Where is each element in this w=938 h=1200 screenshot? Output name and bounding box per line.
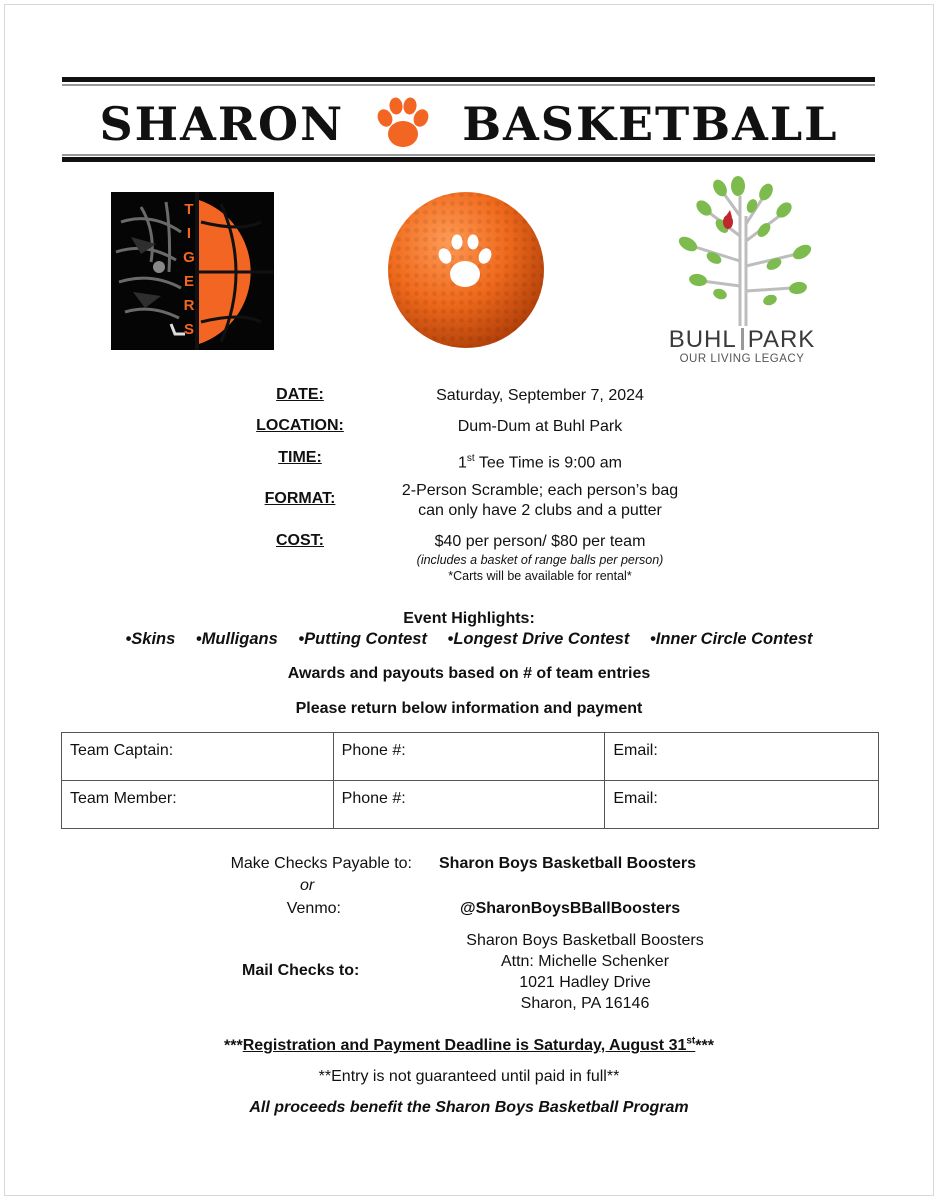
venmo-label: Venmo: (286, 900, 341, 917)
highlight-item: •Skins (125, 630, 176, 648)
highlight-item: •Longest Drive Contest (447, 630, 630, 648)
team-member-cell[interactable]: Team Member: (62, 781, 334, 829)
address-line: Sharon, PA 16146 (520, 995, 650, 1012)
tree-icon (652, 176, 832, 326)
checks-payable-value: Sharon Boys Basketball Boosters (439, 855, 696, 872)
format-value (360, 481, 720, 521)
tigers-vertical-text (181, 198, 197, 342)
mail-checks-label: Mail Checks to: (242, 962, 360, 979)
checks-payable-label: Make Checks Payable to: (230, 855, 412, 872)
team-captain-cell[interactable]: Team Captain: (62, 733, 334, 781)
address-line: Sharon Boys Basketball Boosters (466, 932, 704, 949)
format-label: FORMAT: (264, 490, 336, 507)
or-text: or (300, 877, 315, 894)
deadline-stars: *** (695, 1037, 714, 1055)
cardinal-bird (723, 210, 733, 229)
page-title (0, 92, 938, 152)
cost-label: COST: (276, 532, 324, 549)
title-right: BASKETBALL (462, 97, 839, 151)
buhl-name-left: BUHL (668, 326, 737, 353)
location-value: Dum-Dum at Buhl Park (457, 418, 623, 435)
cost-note: (includes a basket of range balls per person) (416, 553, 664, 567)
tigers-letter: G (183, 249, 195, 266)
buhl-park-logo (652, 176, 832, 371)
tigers-letter: I (186, 225, 192, 242)
address-line: 1021 Hadley Drive (519, 974, 651, 991)
highlight-item: •Inner Circle Contest (649, 630, 813, 648)
buhl-park-name (652, 326, 832, 354)
tigers-logo (111, 192, 274, 350)
paw-icon (372, 96, 434, 152)
mail-address (440, 930, 730, 1014)
time-label: TIME: (278, 449, 322, 466)
header-rule-top-thin (62, 84, 875, 86)
deadline-sup: st (686, 1036, 696, 1047)
highlights-list (0, 630, 938, 649)
header-rule-top (62, 77, 875, 82)
awards-text: Awards and payouts based on # of team entries (287, 665, 651, 682)
golf-ball-image (385, 190, 547, 350)
format-line: 2-Person Scramble; each person’s bag (401, 482, 679, 499)
address-line: Attn: Michelle Schenker (500, 953, 670, 970)
table-row (62, 733, 879, 781)
tigers-letter: T (184, 201, 194, 218)
cost-amount: $40 per person/ $80 per team (434, 533, 646, 550)
header-rule-bottom-thin (62, 154, 875, 156)
deadline-stars: *** (224, 1037, 243, 1055)
time-sup: st (466, 453, 475, 464)
buhl-name-right: PARK (747, 326, 816, 353)
time-suffix: Tee Time is 9:00 am (474, 454, 622, 472)
tigers-letter: S (183, 321, 194, 338)
venmo-value: @SharonBoysBBallBoosters (460, 900, 681, 917)
time-value (360, 449, 720, 473)
location-label: LOCATION: (256, 417, 344, 434)
highlight-item: •Putting Contest (298, 630, 427, 648)
captain-phone-cell[interactable]: Phone #: (333, 733, 605, 781)
deadline-text (0, 1036, 938, 1055)
highlight-item: •Mulligans (195, 630, 278, 648)
tigers-letter: R (183, 297, 195, 314)
date-value: Saturday, September 7, 2024 (436, 387, 644, 404)
buhl-tagline: OUR LIVING LEGACY (679, 353, 805, 365)
cost-carts-note: *Carts will be available for rental* (448, 569, 632, 583)
member-email-cell[interactable]: Email: (605, 781, 879, 829)
time-prefix: 1 (457, 454, 467, 472)
orange-golf-ball-icon (385, 190, 547, 350)
date-label: DATE: (276, 386, 324, 403)
tigers-letter: E (183, 273, 194, 290)
highlights-heading: Event Highlights: (403, 610, 535, 627)
return-info-text: Please return below information and payment (295, 700, 643, 717)
title-left: SHARON (99, 97, 345, 151)
proceeds-text: All proceeds benefit the Sharon Boys Basketball Program (249, 1099, 689, 1116)
cost-value (360, 532, 720, 584)
deadline-main: Registration and Payment Deadline is Saturday, August 31 (242, 1037, 687, 1055)
entry-note: **Entry is not guaranteed until paid in full** (318, 1068, 620, 1085)
member-phone-cell[interactable]: Phone #: (333, 781, 605, 829)
table-row (62, 781, 879, 829)
format-line: can only have 2 clubs and a putter (418, 502, 662, 519)
header-rule-bottom (62, 157, 875, 162)
captain-email-cell[interactable]: Email: (605, 733, 879, 781)
registration-form-table (61, 732, 879, 829)
